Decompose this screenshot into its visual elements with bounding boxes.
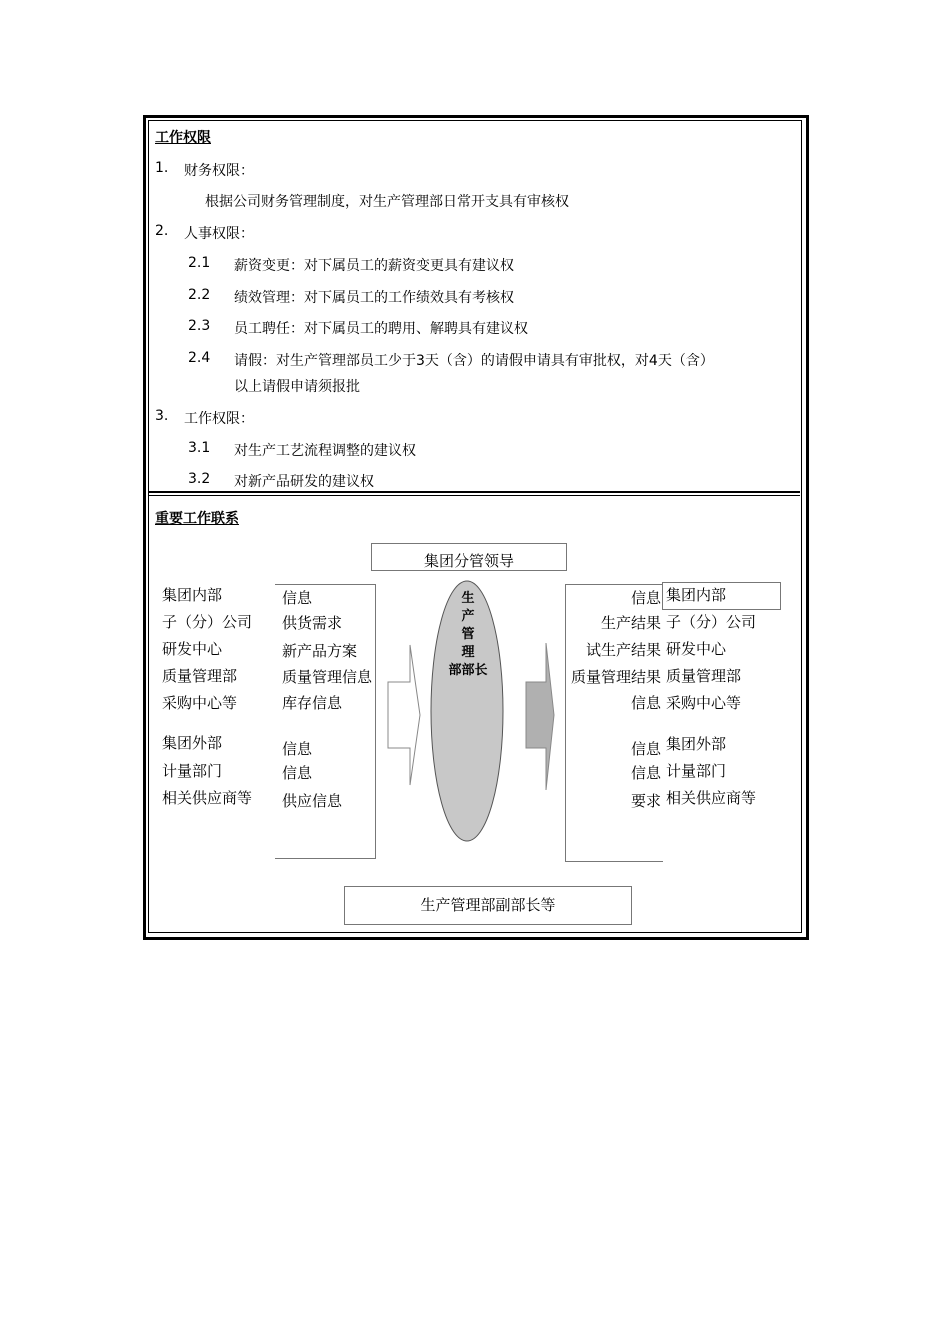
subitem-text: 薪资变更：对下属员工的薪资变更具有建议权 [234, 258, 514, 274]
right-output: 信息 [630, 589, 661, 607]
right-party: 子（分）公司 [666, 613, 757, 631]
right-party: 计量部门 [666, 762, 727, 780]
right-output: 试生产结果 [585, 641, 661, 659]
right-party: 采购中心等 [666, 694, 742, 712]
subitem-number: 2.3 [188, 318, 211, 334]
center-label-line: 产 [461, 609, 475, 624]
right-output: 信息 [630, 764, 661, 782]
item-label-personnel: 人事权限： [184, 226, 254, 242]
right-output: 质量管理结果 [570, 668, 661, 686]
bottom-box-deputy [344, 886, 632, 925]
subitem-number: 3.2 [188, 471, 211, 487]
subitem-text-continued: 以上请假申请须报批 [234, 379, 360, 395]
center-label-line: 生 [461, 591, 475, 606]
item-number: 3. [155, 408, 169, 424]
item-label-work: 工作权限： [184, 411, 254, 427]
left-input: 信息 [282, 764, 313, 782]
left-party: 质量管理部 [162, 667, 238, 685]
left-party: 集团内部 [162, 586, 223, 604]
item-number: 1. [155, 160, 169, 176]
subitem-text: 请假：对生产管理部员工少于3天（含）的请假申请具有审批权，对4天（含） [234, 353, 714, 369]
top-box-label: 集团分管领导 [423, 552, 514, 570]
left-input: 供应信息 [282, 792, 343, 810]
right-party: 质量管理部 [666, 667, 742, 685]
left-input: 信息 [282, 740, 313, 758]
subitem-number: 2.4 [188, 350, 211, 366]
right-output: 信息 [630, 694, 661, 712]
item-number: 2. [155, 223, 169, 239]
bottom-box-label: 生产管理部副部长等 [420, 896, 556, 914]
subitem-number: 2.2 [188, 287, 211, 303]
left-party: 集团外部 [162, 734, 223, 752]
left-input: 新产品方案 [282, 642, 358, 660]
item-detail-finance: 根据公司财务管理制度，对生产管理部日常开支具有审核权 [205, 194, 569, 210]
center-label-line: 管 [461, 627, 475, 642]
right-output: 要求 [630, 792, 661, 810]
left-party: 子（分）公司 [162, 613, 253, 631]
section-title-relations: 重要工作联系 [155, 511, 239, 527]
center-label-line: 部部长 [448, 663, 488, 678]
left-input: 库存信息 [282, 694, 343, 712]
subitem-text: 员工聘任：对下属员工的聘用、解聘具有建议权 [234, 321, 528, 337]
item-label-finance: 财务权限： [184, 163, 254, 179]
left-input: 供货需求 [282, 614, 343, 632]
inbound-arrow-icon [388, 645, 420, 785]
center-label [438, 590, 498, 680]
center-label-line: 理 [461, 645, 475, 660]
top-box-group-leader [371, 543, 567, 571]
left-party: 计量部门 [162, 762, 223, 780]
right-party: 研发中心 [666, 640, 727, 658]
subitem-number: 2.1 [188, 255, 211, 271]
inbound-arrow-shape [380, 635, 430, 795]
subitem-text: 对生产工艺流程调整的建议权 [234, 443, 416, 459]
subitem-text: 对新产品研发的建议权 [234, 474, 374, 490]
section-divider [148, 491, 800, 493]
left-party: 研发中心 [162, 640, 223, 658]
left-party: 相关供应商等 [162, 789, 253, 807]
left-input: 信息 [282, 589, 313, 607]
right-party: 相关供应商等 [666, 789, 757, 807]
subitem-number: 3.1 [188, 440, 211, 456]
right-output: 生产结果 [600, 614, 661, 632]
left-input: 质量管理信息 [282, 668, 373, 686]
right-party: 集团内部 [666, 586, 727, 604]
subitem-text: 绩效管理：对下属员工的工作绩效具有考核权 [234, 290, 514, 306]
right-party: 集团外部 [666, 735, 727, 753]
right-output: 信息 [630, 740, 661, 758]
section-divider-inner [148, 495, 800, 496]
left-party: 采购中心等 [162, 694, 238, 712]
section-title-authority: 工作权限 [155, 130, 211, 146]
